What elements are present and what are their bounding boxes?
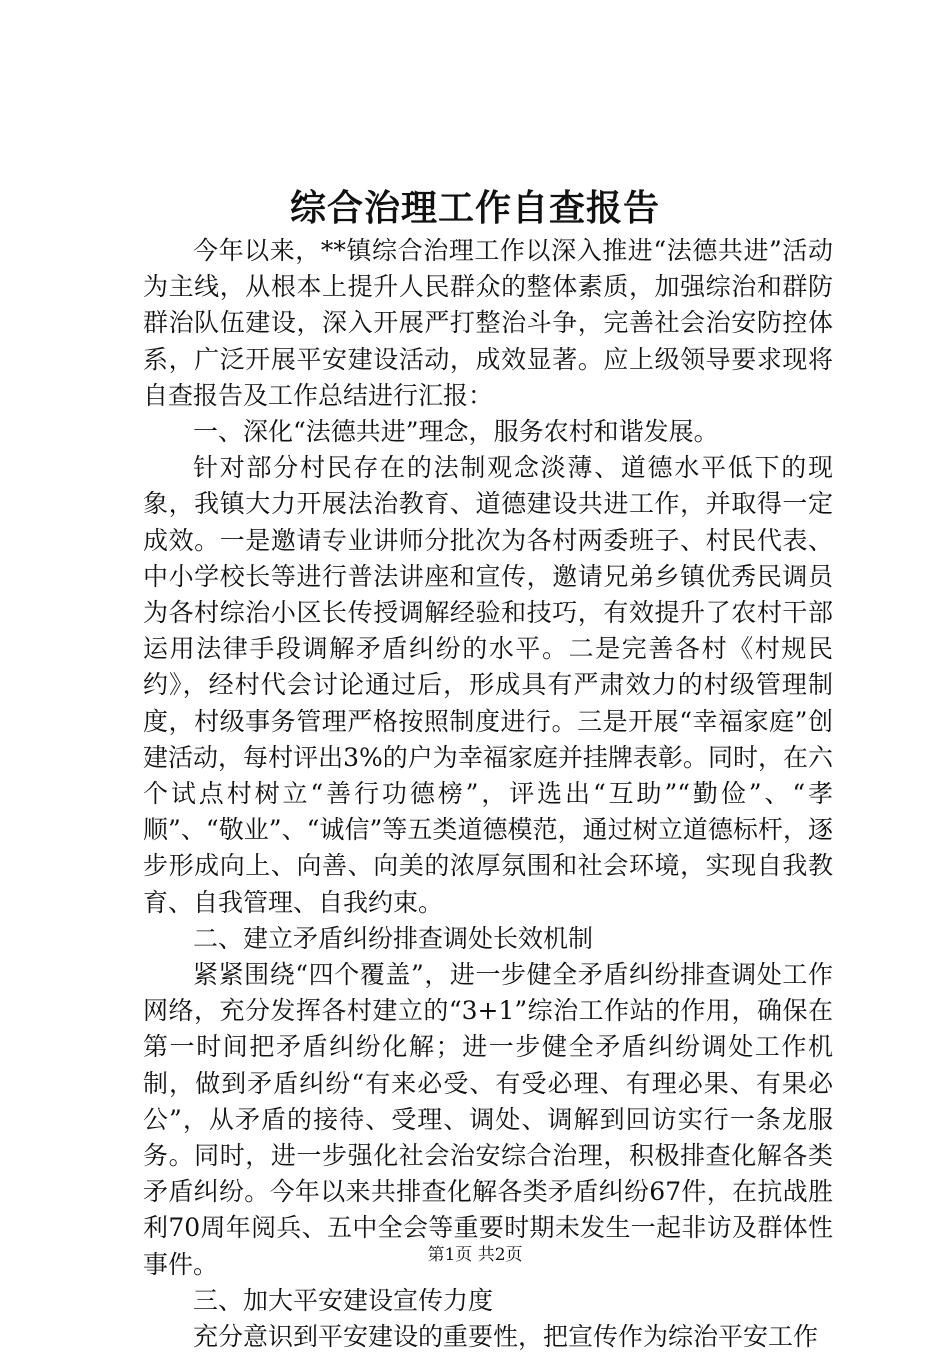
document-title: 综合治理工作自查报告 — [289, 187, 660, 229]
section-heading-1: 一、深化“法德共进”理念，服务农村和谐发展。 — [193, 417, 719, 447]
section-2-paragraph: 紧紧围绕“四个覆盖”，进一步健全矛盾纠纷排查调处工作网络，充分发挥各村建立的“3+1”综治工作站的作用，确保在第一时间把矛盾纠纷化解；进一步健全矛盾纠纷调处工作机制，做到矛盾纠纷“有来必受、有受必理、有理必果、有果必公”，从矛盾的接待、受理、调处、调解到回访实行一条龙服务。同时，进一步强化社会治安综合治理，积极排查化解各类矛盾纠纷。今年以来共排查化解各类矛盾纠纷67件，在抗战胜利70周年阅兵、五中全会等重要时期未发生一起非访及群体性事件。 — [143, 960, 833, 1279]
section-1-paragraph: 针对部分村民存在的法制观念淡薄、道德水平低下的现象，我镇大力开展法治教育、道德建设共进工作，并取得一定成效。一是邀请专业讲师分批次为各村两委班子、村民代表、中小学校长等进行普法讲座和宣传，邀请兄弟乡镇优秀民调员为各村综治小区长传授调解经验和技巧，有效提升了农村干部运用法律手段调解矛盾纠纷的水平。二是完善各村《村规民约》，经村代会讨论通过后，形成具有严肃效力的村级管理制度，村级事务管理严格按照制度进行。三是开展“幸福家庭”创建活动，每村评出3%的户为幸福家庭并挂牌表彰。同时，在六个试点村树立“善行功德榜”，评选出“互助”“勤俭”、“孝顺”、“敬业”、“诚信”等五类道德模范，通过树立道德标杆，逐步形成向上、向善、向美的浓厚氛围和社会环境，实现自我教育、自我管理、自我约束。 — [143, 453, 833, 917]
page-number-footer: 第1页 共2页 — [427, 1245, 523, 1265]
document-body — [143, 233, 833, 1355]
section-heading-3: 三、加大平安建设宣传力度 — [193, 1285, 494, 1315]
intro-paragraph: 今年以来，**镇综合治理工作以深入推进“法德共进”活动为主线，从根本上提升人民群众的整体素质，加强综治和群防群治队伍建设，深入开展严打整治斗争，完善社会治安防控体系，广泛开展平安建设活动，成效显著。应上级领导要求现将自查报告及工作总结进行汇报： — [143, 236, 833, 410]
section-3-paragraph: 充分意识到平安建设的重要性，把宣传作为综治平安工作 — [193, 1322, 819, 1352]
section-heading-2: 二、建立矛盾纠纷排查调处长效机制 — [193, 923, 594, 953]
